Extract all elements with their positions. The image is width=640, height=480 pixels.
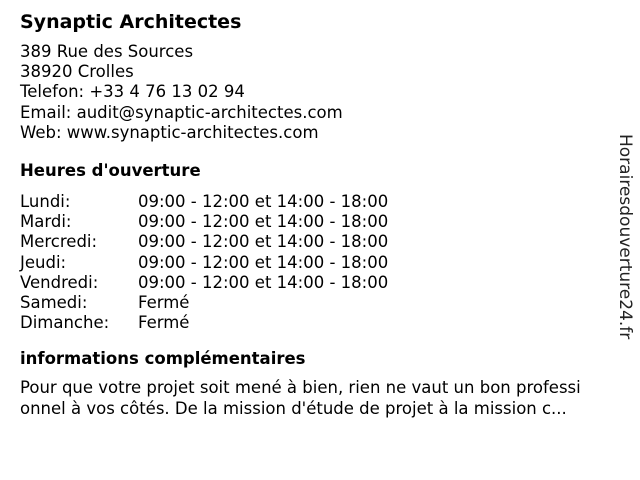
watermark-text: Horairesdouverture24.fr <box>615 134 635 340</box>
day-label: Samedi: <box>20 293 88 313</box>
day-hours: 09:00 - 12:00 et 14:00 - 18:00 <box>138 212 389 232</box>
day-hours: 09:00 - 12:00 et 14:00 - 18:00 <box>138 232 389 252</box>
business-name: Synaptic Architectes <box>20 11 242 33</box>
info-line: onnel à vos côtés. De la mission d'étude de projet à la mission c... <box>20 398 567 418</box>
day-hours: 09:00 - 12:00 et 14:00 - 18:00 <box>138 192 389 212</box>
day-label: Jeudi: <box>20 252 67 272</box>
opening-hours-table <box>20 192 610 333</box>
hours-row-saturday <box>20 293 610 313</box>
opening-hours-heading: Heures d'ouverture <box>20 161 201 181</box>
day-label: Mardi: <box>20 212 72 232</box>
day-hours: Fermé <box>138 293 190 313</box>
day-hours: 09:00 - 12:00 et 14:00 - 18:00 <box>138 252 389 272</box>
business-card <box>20 10 610 419</box>
site-watermark <box>614 134 638 350</box>
day-label: Mercredi: <box>20 232 98 252</box>
website-text: Web: www.synaptic-architectes.com <box>20 122 319 142</box>
additional-info-heading: informations complémentaires <box>20 349 306 369</box>
additional-info-text <box>20 378 610 418</box>
address-city: 38920 Crolles <box>20 62 134 82</box>
hours-row-monday <box>20 192 610 212</box>
day-hours: Fermé <box>138 313 190 333</box>
hours-row-tuesday <box>20 212 610 232</box>
email-text: Email: audit@synaptic-architectes.com <box>20 102 343 122</box>
day-label: Vendredi: <box>20 272 99 292</box>
phone-text: Telefon: +33 4 76 13 02 94 <box>20 82 245 102</box>
hours-row-wednesday <box>20 232 610 252</box>
day-label: Dimanche: <box>20 313 110 333</box>
contact-block <box>20 42 610 143</box>
hours-row-friday <box>20 273 610 293</box>
hours-row-thursday <box>20 253 610 273</box>
day-label: Lundi: <box>20 192 71 212</box>
hours-row-sunday <box>20 313 610 333</box>
address-street: 389 Rue des Sources <box>20 42 194 61</box>
info-line: Pour que votre projet soit mené à bien, rien ne vaut un bon professi <box>20 378 581 398</box>
day-hours: 09:00 - 12:00 et 14:00 - 18:00 <box>138 272 389 292</box>
